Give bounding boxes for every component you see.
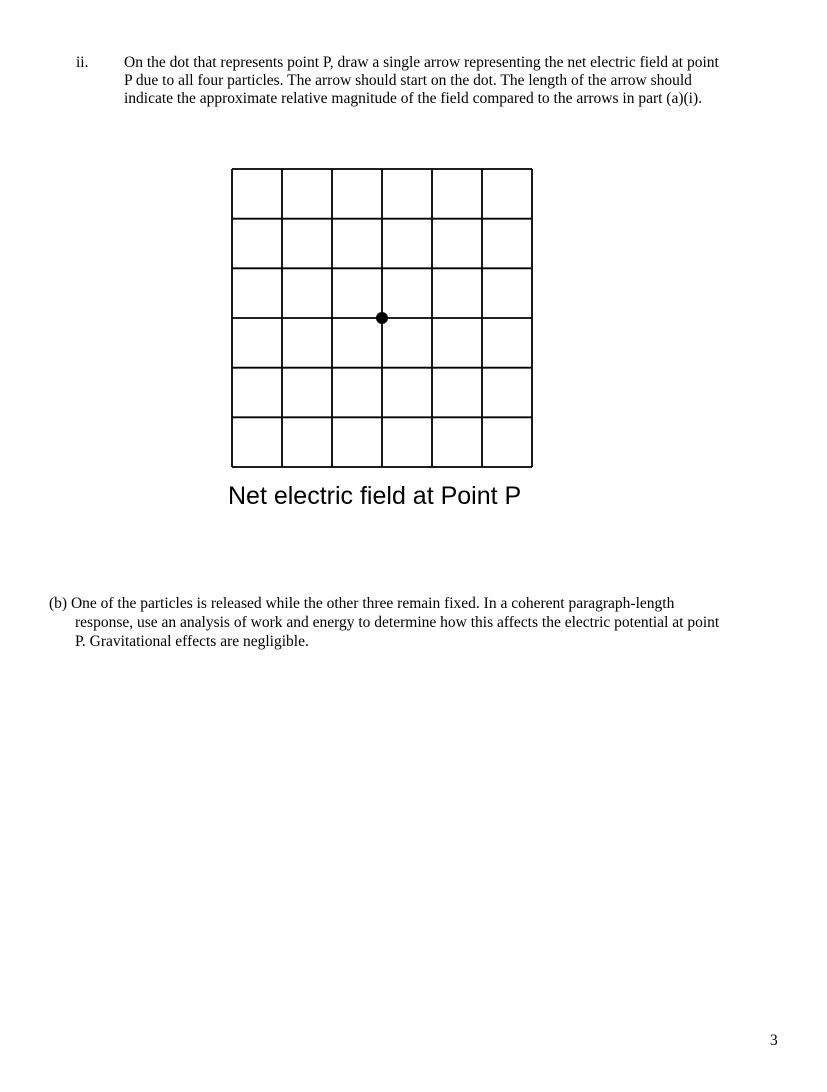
question-ii-line: P due to all four particles. The arrow should start on the dot. The length of the arrow should [124, 72, 692, 89]
page-number: 3 [770, 1032, 778, 1049]
grid-caption: Net electric field at Point P [228, 482, 522, 510]
answer-grid[interactable] [225, 163, 541, 475]
part-b-line: response, use an analysis of work and energy to determine how this affects the electric potential at point [75, 614, 720, 631]
question-ii-text [124, 54, 784, 108]
item-marker: ii. [76, 54, 89, 71]
point-p-dot[interactable] [376, 312, 388, 324]
part-b-text [49, 594, 789, 651]
question-ii-line: On the dot that represents point P, draw a single arrow representing the net electric field at point [124, 54, 719, 71]
question-ii-line: indicate the approximate relative magnitude of the field compared to the arrows in part (a)(i). [124, 90, 703, 107]
part-b-line: P. Gravitational effects are negligible. [75, 633, 309, 650]
part-b-line: (b) One of the particles is released while the other three remain fixed. In a coherent paragraph-length [49, 595, 675, 612]
answer-grid-drawing[interactable] [225, 163, 541, 475]
